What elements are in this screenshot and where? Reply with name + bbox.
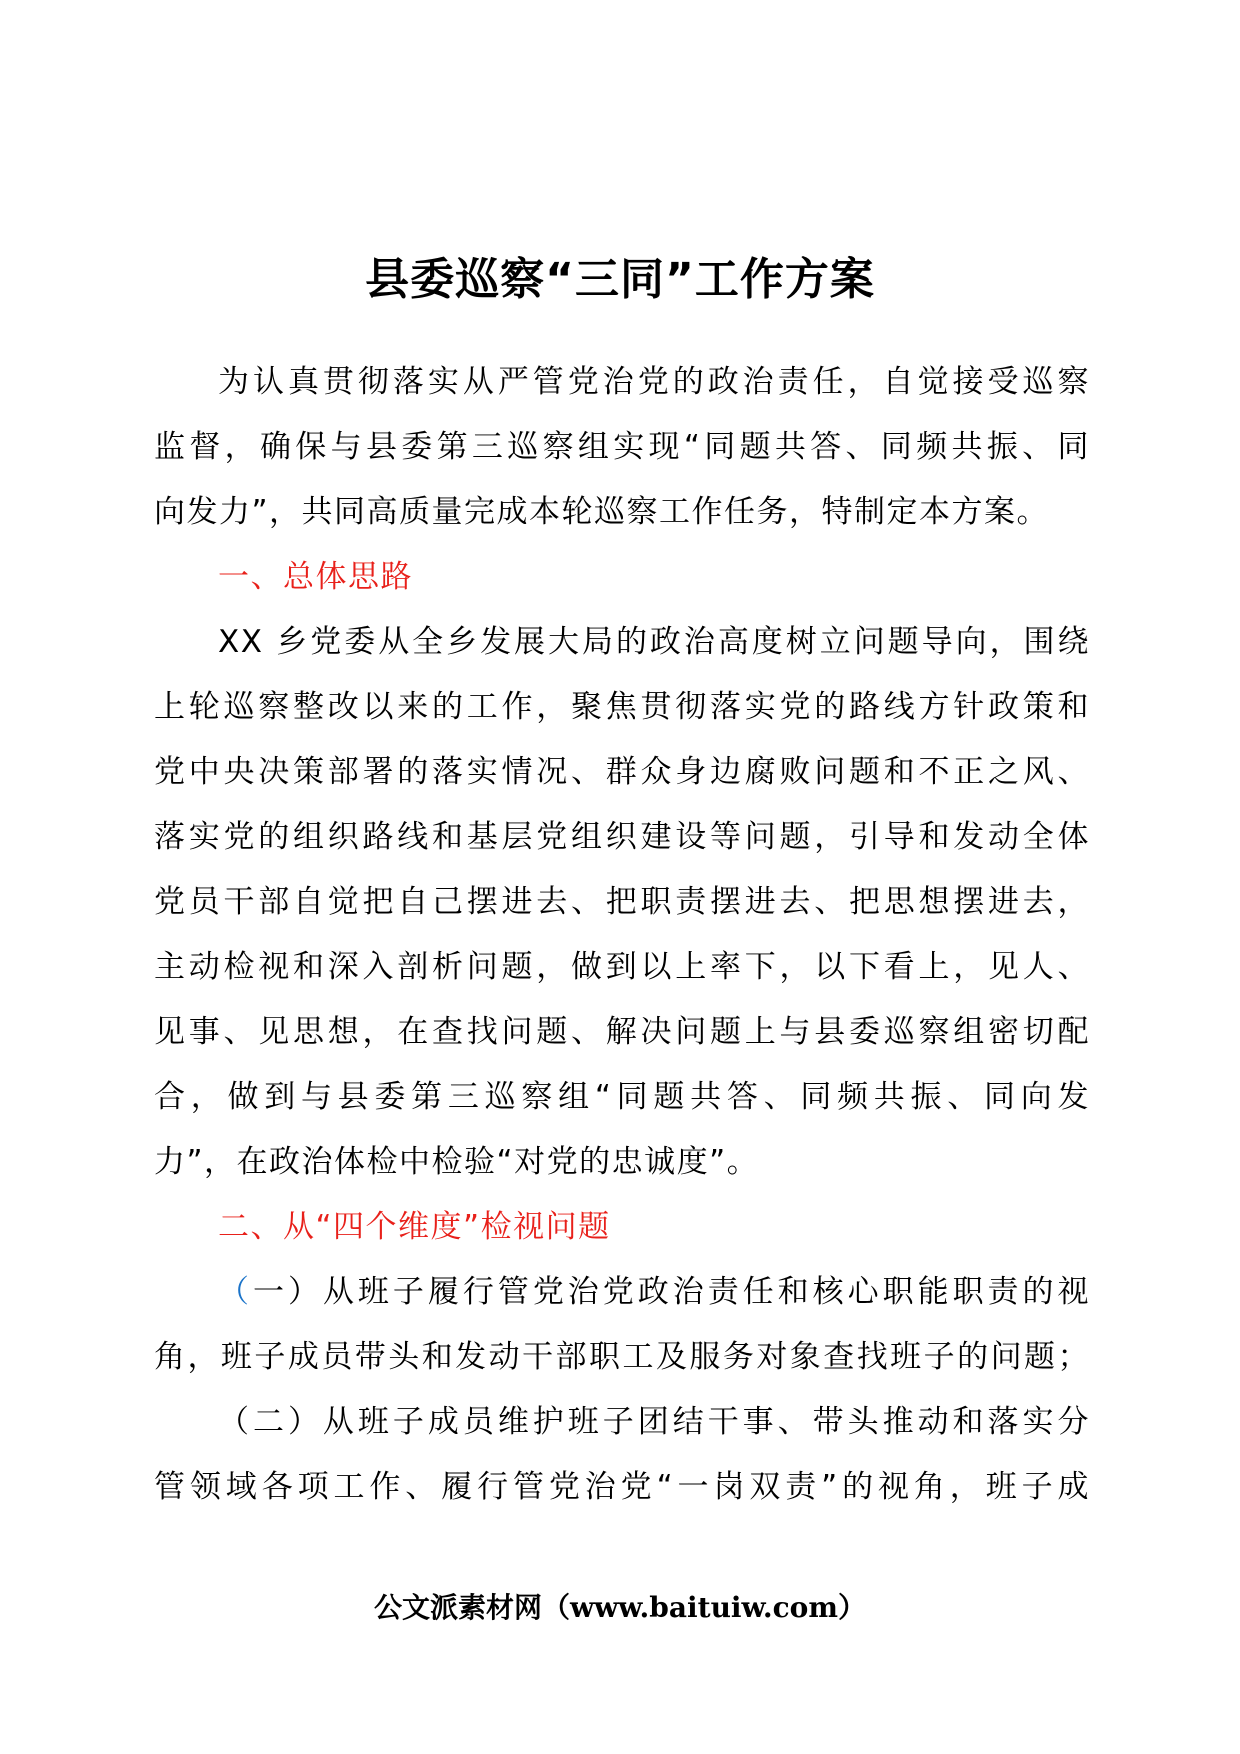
section1-line: 见事、见思想，在查找问题、解决问题上与县委巡察组密切配	[154, 1014, 1090, 1050]
section2-item1-line1	[154, 1260, 1090, 1325]
section1-line: 上轮巡察整改以来的工作，聚焦贯彻落实党的路线方针政策和	[154, 689, 1090, 725]
document-body	[154, 350, 1090, 1520]
section1-line: 合，做到与县委第三巡察组“同题共答、同频共振、同向发	[154, 1079, 1090, 1115]
section1-line: 主动检视和深入剖析问题，做到以上率下，以下看上，见人、	[154, 949, 1090, 985]
section1-line: XX 乡党委从全乡发展大局的政治高度树立问题导向，围绕	[218, 624, 1090, 660]
section2-item2-line1: （二）从班子成员维护班子团结干事、带头推动和落实分	[218, 1404, 1090, 1440]
section1-line: 力”，在政治体检中检验“对党的忠诚度”。	[154, 1144, 760, 1180]
intro-line: 向发力”，共同高质量完成本轮巡察工作任务，特制定本方案。	[154, 494, 1050, 530]
page-footer: 公文派素材网（www.baituiw.com）	[374, 1591, 866, 1624]
section2-item1-line2: 角，班子成员带头和发动干部职工及服务对象查找班子的问题；	[154, 1339, 1090, 1375]
item1-text: 一）从班子履行管党治党政治责任和核心职能职责的视	[252, 1274, 1090, 1310]
intro-line: 监督，确保与县委第三巡察组实现“同题共答、同频共振、同	[154, 429, 1090, 465]
section-heading-1: 一、总体思路	[218, 559, 413, 595]
section1-line: 党员干部自觉把自己摆进去、把职责摆进去、把思想摆进去，	[154, 884, 1090, 920]
section1-line: 落实党的组织路线和基层党组织建设等问题，引导和发动全体	[154, 819, 1090, 855]
document-title: 县委巡察“三同”工作方案	[365, 254, 875, 305]
section2-item2-line2: 管领域各项工作、履行管党治党“一岗双责”的视角，班子成	[154, 1469, 1090, 1505]
section1-line: 党中央决策部署的落实情况、群众身边腐败问题和不正之风、	[154, 754, 1090, 790]
open-paren-accent: （	[218, 1274, 253, 1310]
intro-line: 为认真贯彻落实从严管党治党的政治责任，自觉接受巡察	[218, 364, 1090, 400]
section-heading-2: 二、从“四个维度”检视问题	[218, 1209, 611, 1245]
